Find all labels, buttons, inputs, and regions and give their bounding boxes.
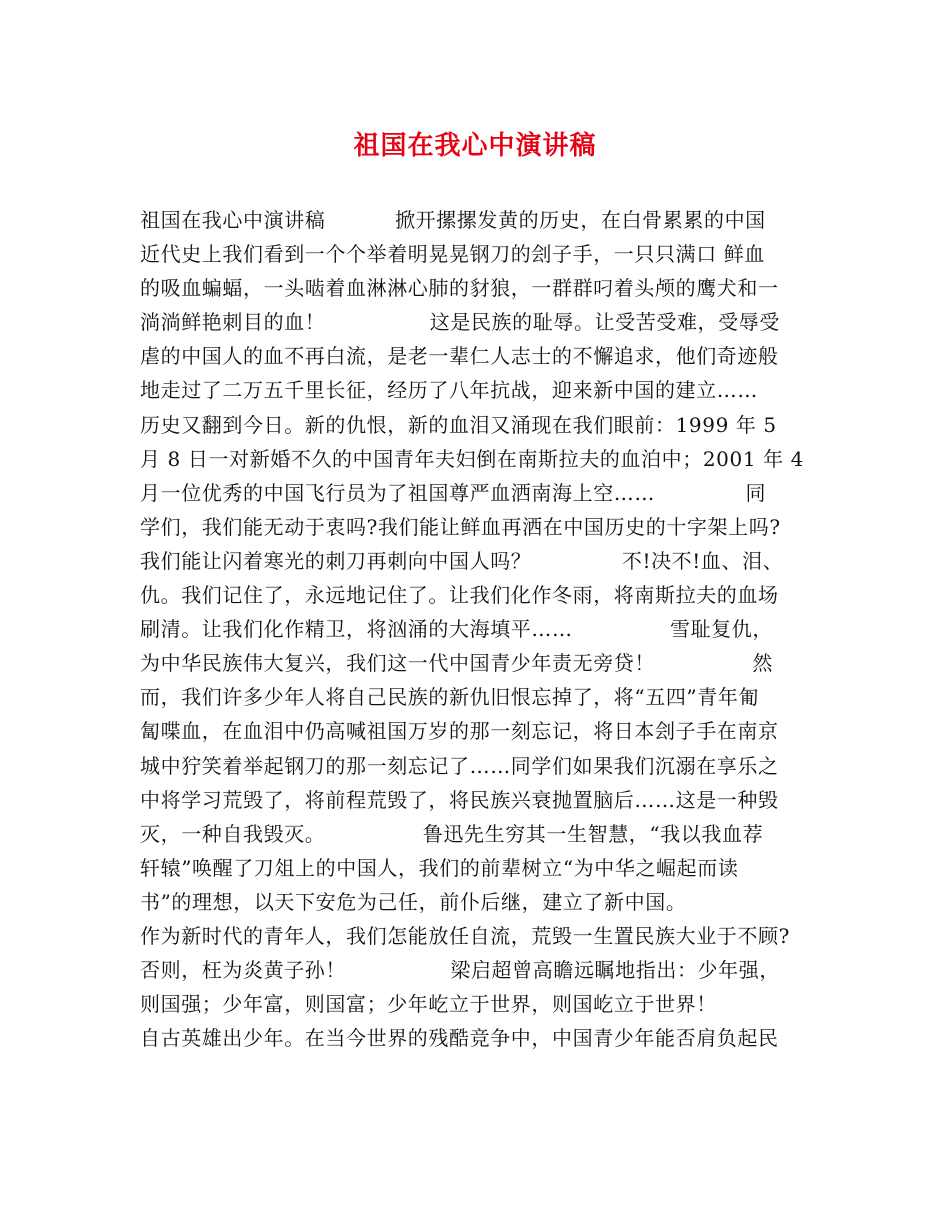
body-line: 祖国在我心中演讲稿 掀开摞摞发黄的历史，在白骨累累的中国 — [140, 208, 766, 232]
body-line: 历史又翻到今日。新的仇恨，新的血泪又涌现在我们眼前：1999 年 5 — [140, 412, 777, 437]
body-line: 仇。我们记住了，永远地记住了。让我们化作冬雨，将南斯拉夫的血场 — [140, 583, 779, 608]
body-line: 月 8 日一对新婚不久的中国青年夫妇倒在南斯拉夫的血泊中；2001 年 4 — [140, 446, 804, 471]
body-line: 否则，枉为炎黄子孙！ 梁启超曾高瞻远瞩地指出：少年强， — [140, 958, 780, 983]
body-line: 城中狞笑着举起钢刀的那一刻忘记了……同学们如果我们沉溺在享乐之 — [140, 753, 779, 778]
body-line: 月一位优秀的中国飞行员为了祖国尊严血洒南海上空…… 同 — [140, 480, 767, 505]
body-line: 作为新时代的青年人，我们怎能放任自流，荒毁一生置民族大业于不顾? — [140, 923, 790, 948]
body-line: 自古英雄出少年。在当今世界的残酷竞争中，中国青少年能否肩负起民 — [140, 1026, 779, 1051]
body-line: 中将学习荒毁了，将前程荒毁了，将民族兴衰抛置脑后……这是一种毁 — [140, 787, 779, 812]
body-line: 则国强；少年富，则国富；少年屹立于世界，则国屹立于世界！ — [140, 992, 717, 1017]
body-line: 地走过了二万五千里长征，经历了八年抗战，迎来新中国的建立…… — [140, 378, 758, 403]
body-line: 书”的理想，以天下安危为己任，前仆后继，建立了新中国。 — [140, 889, 687, 914]
body-line: 灭，一种自我毁灭。 鲁迅先生穷其一生智慧，“我以我血荐 — [140, 821, 764, 846]
document-body — [140, 203, 840, 1055]
body-line: 匐喋血，在血泪中仍高喊祖国万岁的那一刻忘记，将日本刽子手在南京 — [140, 719, 779, 744]
body-line: 而，我们许多少年人将自己民族的新仇旧恨忘掉了，将“五四”青年匍 — [140, 685, 760, 710]
body-line: 近代史上我们看到一个个举着明晃晃钢刀的刽子手，一只只满口 鲜血 — [140, 242, 765, 267]
body-line: 学们，我们能无动于衷吗?我们能让鲜血再洒在中国历史的十字架上吗? — [140, 514, 781, 539]
body-line: 我们能让闪着寒光的刺刀再刺向中国人吗？ 不!决不!血、泪、 — [140, 548, 784, 573]
body-line: 淌淌鲜艳刺目的血！ 这是民族的耻辱。让受苦受难，受辱受 — [140, 310, 780, 335]
body-line: 为中华民族伟大复兴，我们这一代中国青少年责无旁贷！ 然 — [140, 651, 774, 676]
document-title: 祖国在我心中演讲稿 — [353, 131, 597, 161]
body-line: 刷清。让我们化作精卫，将汹涌的大海填平…… 雪耻复仇， — [140, 617, 774, 642]
body-line: 的吸血蝙蝠，一头啮着血淋淋心肺的豺狼，一群群叼着头颅的鹰犬和一 — [140, 276, 779, 301]
body-line: 虐的中国人的血不再白流，是老一辈仁人志士的不懈追求，他们奇迹般 — [140, 344, 779, 369]
body-line: 轩辕”唤醒了刀俎上的中国人，我们的前辈树立“为中华之崛起而读 — [140, 855, 739, 880]
